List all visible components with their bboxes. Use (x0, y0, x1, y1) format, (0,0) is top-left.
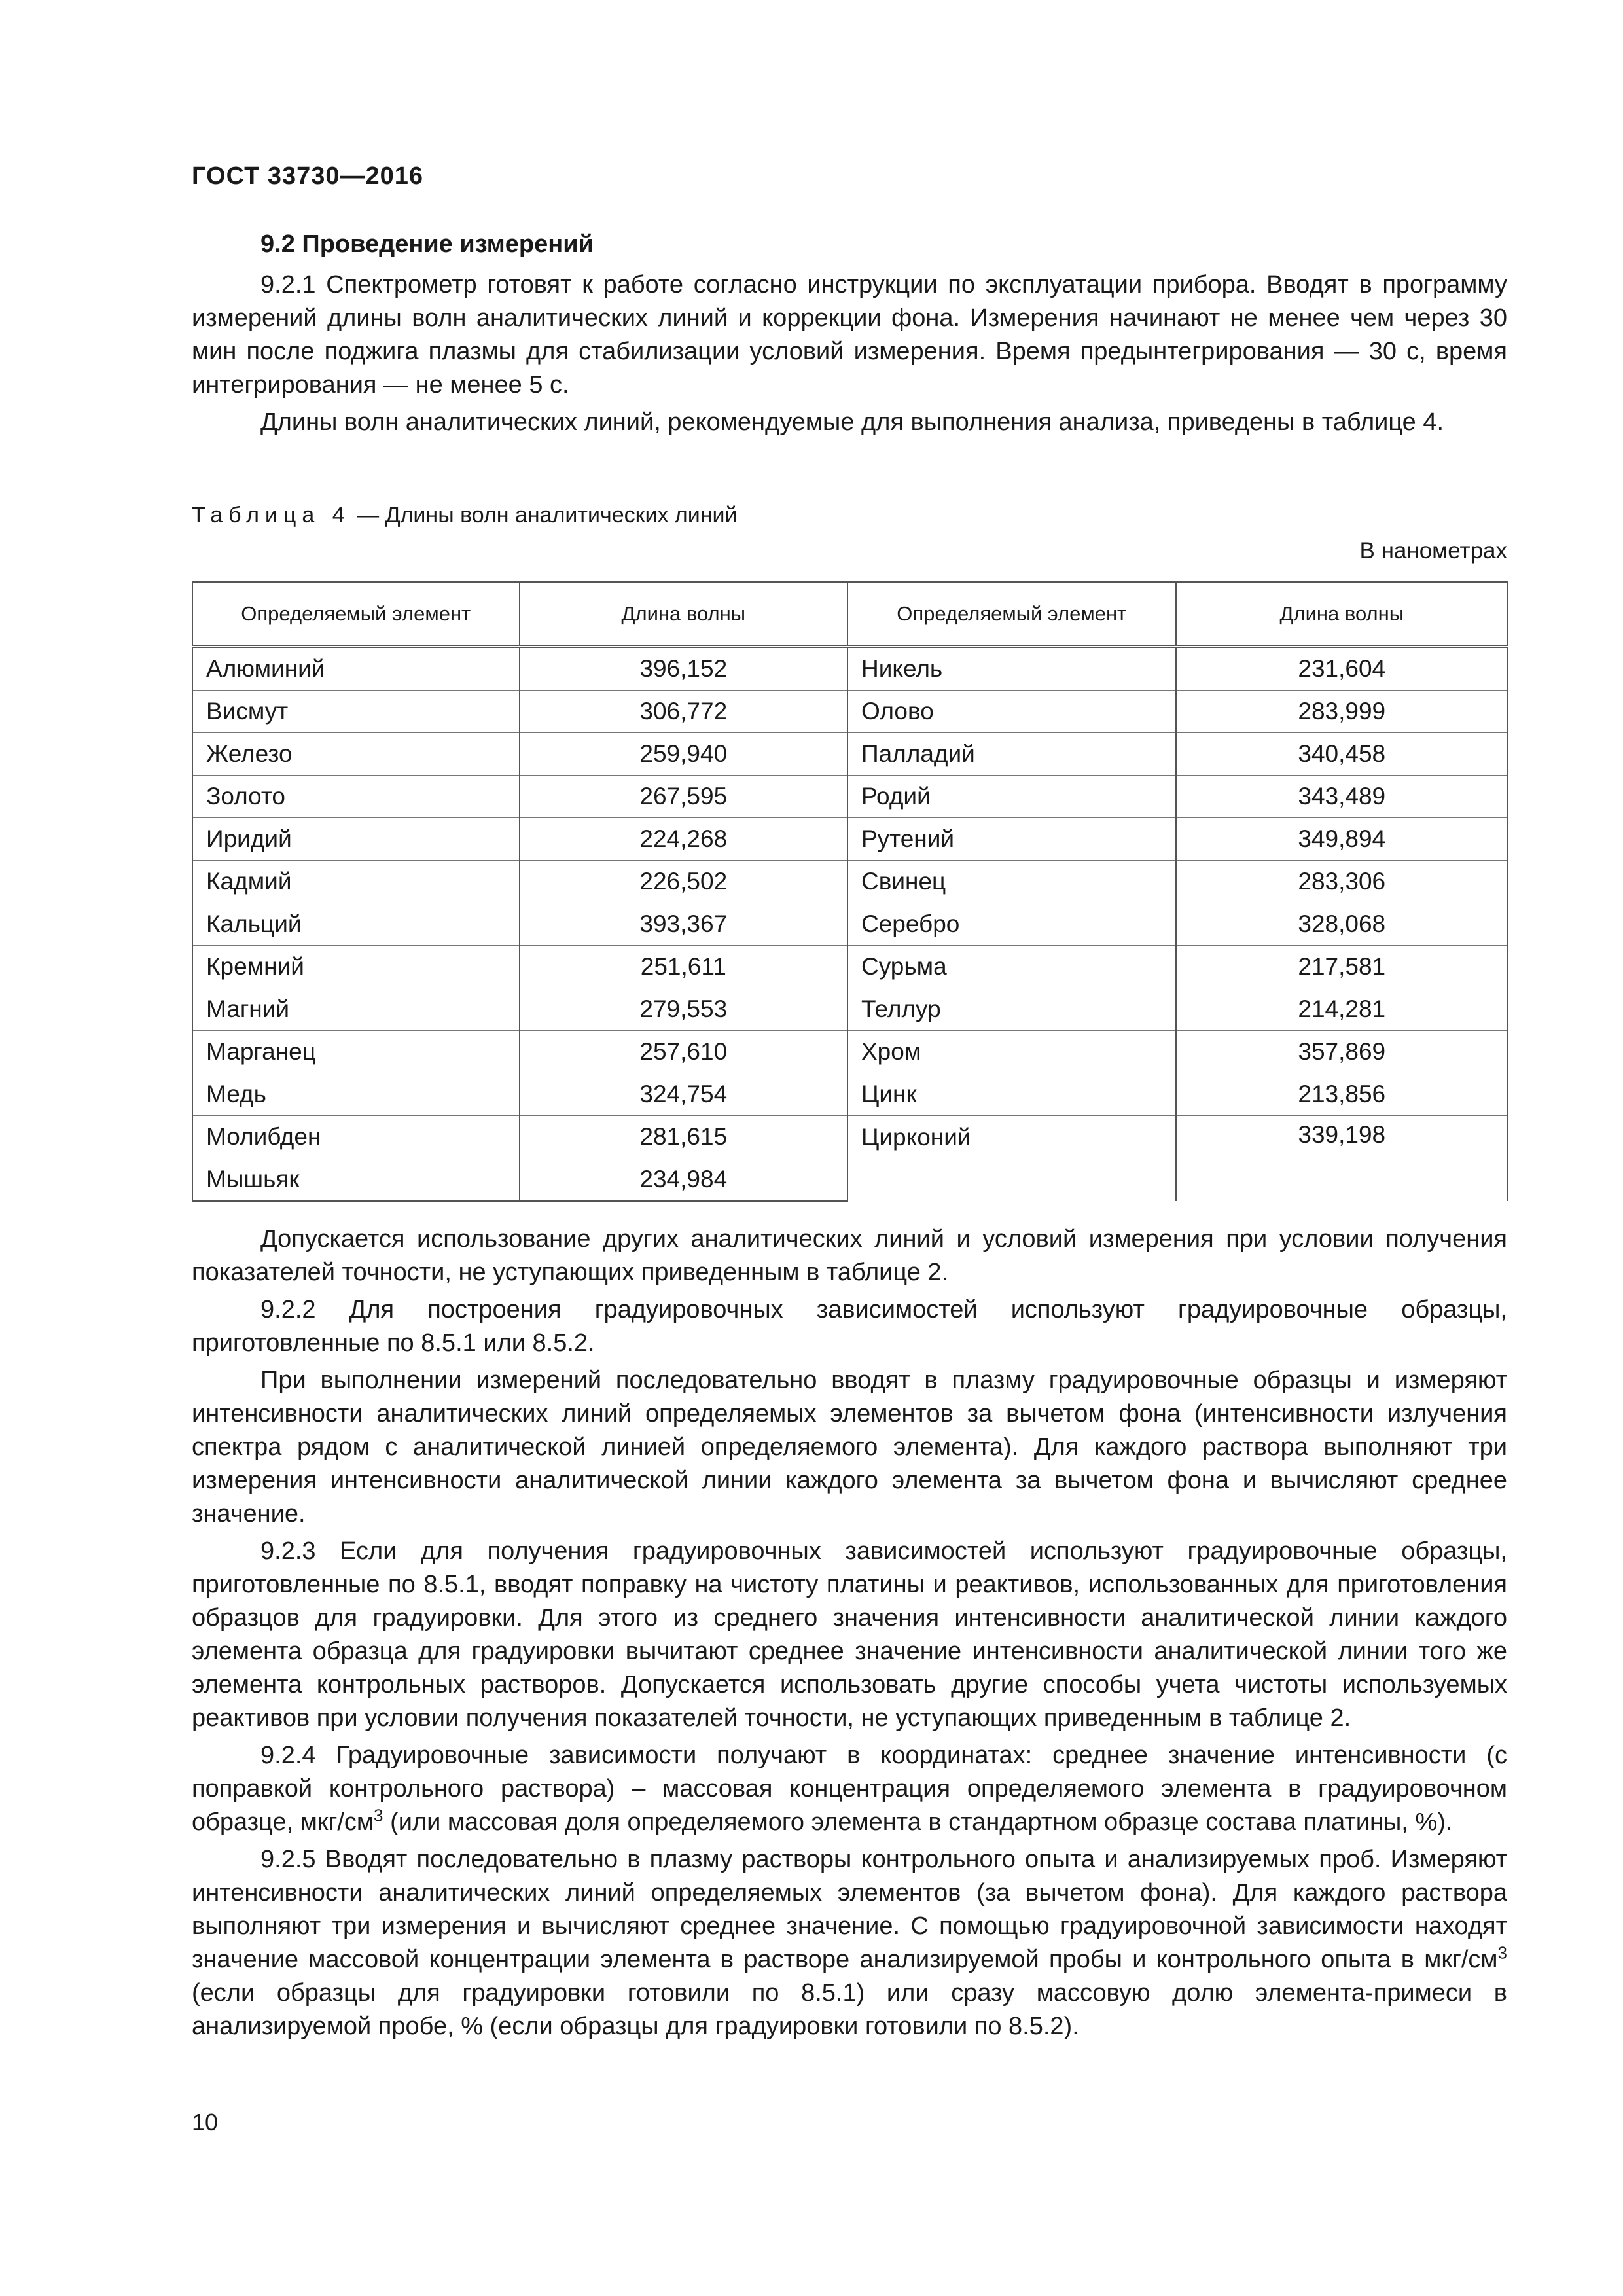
wavelength-value: 214,281 (1176, 988, 1508, 1031)
element-name: Теллур (847, 988, 1176, 1031)
element-name: Олово (847, 691, 1176, 733)
paragraph-9-2-5 (192, 1843, 1507, 2043)
element-name: Сурьма (847, 946, 1176, 988)
table-caption-label: Таблица 4 (192, 503, 351, 528)
element-name: Кальций (192, 903, 520, 946)
table-row (192, 946, 1508, 988)
paragraph-9-2-5-text-a: 9.2.5 Вводят последовательно в плазму растворы контрольного опыта и анализируемых проб. Измеряют интенсивности аналитических линий определяемых элементов (за вычетом фона). Для каждого раствора выполняют три измерения и вычисляют среднее значение. С помощью градуировочной зависимости находят значение массовой концентрации элемента в растворе анализируемой пробы и контрольного опыта в мкг/см (192, 1846, 1507, 1973)
wavelength-value: 357,869 (1176, 1031, 1508, 1073)
element-name: Кадмий (192, 861, 520, 903)
wavelength-value: 251,611 (520, 946, 847, 988)
paragraph-9-2-4 (192, 1739, 1507, 1839)
element-name: Кремний (192, 946, 520, 988)
wavelength-value: 393,367 (520, 903, 847, 946)
wavelength-value: 259,940 (520, 733, 847, 776)
wavelength-value: 281,615 (520, 1116, 847, 1158)
table-row (192, 647, 1508, 691)
wavelength-value: 213,856 (1176, 1073, 1508, 1116)
element-name: Алюминий (192, 647, 520, 691)
column-header-wavelength-left: Длина волны (520, 582, 847, 647)
wavelength-value: 343,489 (1176, 776, 1508, 818)
element-name: Рутений (847, 818, 1176, 861)
wavelength-value: 283,306 (1176, 861, 1508, 903)
element-name: Цинк (847, 1073, 1176, 1116)
column-header-wavelength-right: Длина волны (1176, 582, 1508, 647)
paragraph-9-2-2: 9.2.2 Для построения градуировочных зависимостей используют градуировочные образцы, приготовленные по 8.5.1 или 8.5.2. (192, 1296, 1507, 1357)
wavelength-value: 324,754 (520, 1073, 847, 1116)
wavelength-value: 267,595 (520, 776, 847, 818)
text-block-procedure (192, 1223, 1507, 2043)
element-name: Серебро (847, 903, 1176, 946)
superscript: 3 (1497, 1943, 1507, 1963)
element-name: Свинец (847, 861, 1176, 903)
wavelength-value: 328,068 (1176, 903, 1508, 946)
element-name: Железо (192, 733, 520, 776)
paragraph-measurement-procedure: При выполнении измерений последовательно вводят в плазму градуировочные образцы и измеряют интенсивности аналитических линий определяемых элементов за вычетом фона (интенсивности излучения спектра рядом с аналитической линией определяемого элемента). Для каждого раствора выполняют три измерения интенсивности аналитической линии каждого элемента за вычетом фона и вычисляют среднее значение. (192, 1367, 1507, 1528)
table-row (192, 776, 1508, 818)
document-header: ГОСТ 33730—2016 (192, 162, 424, 190)
page-number: 10 (192, 2109, 219, 2136)
wavelength-value: 226,502 (520, 861, 847, 903)
wavelength-table (192, 581, 1508, 1202)
table-row (192, 861, 1508, 903)
element-name: Родий (847, 776, 1176, 818)
element-name: Цирконий (847, 1116, 1176, 1202)
wavelength-value: 257,610 (520, 1031, 847, 1073)
wavelength-value: 396,152 (520, 647, 847, 691)
table-row (192, 903, 1508, 946)
element-name: Медь (192, 1073, 520, 1116)
paragraph-9-2-4-text-b: (или массовая доля определяемого элемента в стандартном образце состава платины, %). (383, 1808, 1453, 1836)
table-caption-text: — Длины волн аналитических линий (350, 503, 738, 528)
table-row (192, 691, 1508, 733)
element-name: Иридий (192, 818, 520, 861)
element-name: Мышьяк (192, 1158, 520, 1202)
table-header-row (192, 582, 1508, 647)
paragraph-9-2-1: 9.2.1 Спектрометр готовят к работе согласно инструкции по эксплуатации прибора. Вводят в программу измерений длины волн аналитических линий и коррекции фона. Измерения начинают не менее чем через 30 мин после поджига плазмы для стабилизации условий измерения. Время предынтегрирования — 30 с, время интегрирования — не менее 5 с. (192, 271, 1507, 399)
column-header-element-left: Определяемый элемент (192, 582, 520, 647)
element-name: Хром (847, 1031, 1176, 1073)
wavelength-value: 339,198 (1176, 1116, 1508, 1202)
wavelength-value: 279,553 (520, 988, 847, 1031)
wavelength-value: 340,458 (1176, 733, 1508, 776)
wavelength-value: 349,894 (1176, 818, 1508, 861)
wavelength-value: 231,604 (1176, 647, 1508, 691)
table-caption (192, 503, 738, 528)
element-name: Золото (192, 776, 520, 818)
text-block-intro (192, 268, 1507, 439)
element-name: Палладий (847, 733, 1176, 776)
element-name: Марганец (192, 1031, 520, 1073)
element-name: Висмут (192, 691, 520, 733)
wavelength-value: 224,268 (520, 818, 847, 861)
table-row (192, 733, 1508, 776)
element-name: Магний (192, 988, 520, 1031)
column-header-element-right: Определяемый элемент (847, 582, 1176, 647)
wavelength-value: 234,984 (520, 1158, 847, 1202)
wavelength-value: 306,772 (520, 691, 847, 733)
superscript: 3 (374, 1805, 383, 1825)
paragraph-9-2-3: 9.2.3 Если для получения градуировочных зависимостей используют градуировочные образцы, приготовленные по 8.5.1, вводят поправку на чистоту платины и реактивов, использованных для приготовления образцов для градуировки. Для этого из среднего значения интенсивности аналитической линии каждого элемента образца для градуировки вычитают среднее значение интенсивности аналитической линии того же элемента контрольных растворов. Допускается использовать другие способы учета чистоты используемых реактивов при условии получения показателей точности, не уступающих приведенным в таблице 2. (192, 1537, 1507, 1732)
element-name: Молибден (192, 1116, 520, 1158)
table-row (192, 1031, 1508, 1073)
wavelength-value: 217,581 (1176, 946, 1508, 988)
table-row (192, 1073, 1508, 1116)
table-row (192, 1116, 1508, 1158)
section-title: 9.2 Проведение измерений (260, 230, 594, 258)
paragraph-table-reference: Длины волн аналитических линий, рекомендуемые для выполнения анализа, приведены в таблице 4. (260, 408, 1444, 436)
table-units: В нанометрах (1359, 538, 1507, 564)
paragraph-9-2-5-text-b: (если образцы для градуировки готовили по 8.5.1) или сразу массовую долю элемента-примеси в анализируемой пробе, % (если образцы для градуировки готовили по 8.5.2). (192, 1979, 1507, 2040)
paragraph-alternative-lines: Допускается использование других аналитических линий и условий измерения при условии получения показателей точности, не уступающих приведенным в таблице 2. (192, 1225, 1507, 1286)
table-row (192, 818, 1508, 861)
paragraph-9-2-4-text-a: 9.2.4 Градуировочные зависимости получают в координатах: среднее значение интенсивности (с поправкой контрольного раствора) – массовая концентрация определяемого элемента в градуировочном образце, мкг/см (192, 1742, 1507, 1836)
table-row (192, 988, 1508, 1031)
wavelength-value: 283,999 (1176, 691, 1508, 733)
element-name: Никель (847, 647, 1176, 691)
